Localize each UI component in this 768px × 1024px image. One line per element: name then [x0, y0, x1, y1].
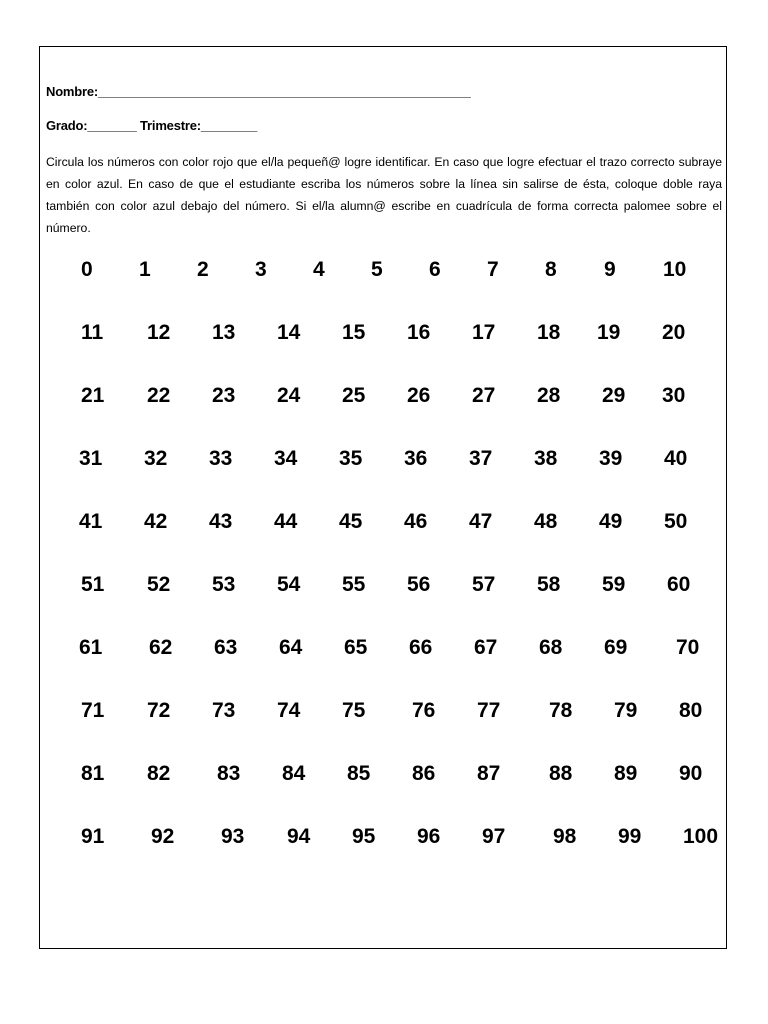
number-56: 56 — [407, 573, 431, 596]
instructions-text: Circula los números con color rojo que el/la pequeñ@ logre identificar. En caso que logre efectuar el trazo correcto subraye en color azul. En caso de que el estudiante escriba los números sobre la línea sin salirse de ésta, coloque doble raya también con color azul debajo del número. Si el/la alumn@ escribe en cuadrícula de forma correcta palomee sobre el número. — [46, 155, 722, 235]
number-26: 26 — [407, 384, 431, 407]
number-32: 32 — [144, 447, 168, 470]
number-66: 66 — [409, 636, 433, 659]
number-48: 48 — [534, 510, 558, 533]
number-54: 54 — [277, 573, 301, 596]
number-13: 13 — [212, 321, 236, 344]
number-24: 24 — [277, 384, 301, 407]
number-67: 67 — [474, 636, 498, 659]
number-35: 35 — [339, 447, 363, 470]
number-55: 55 — [342, 573, 366, 596]
number-34: 34 — [274, 447, 298, 470]
number-69: 69 — [604, 636, 628, 659]
number-23: 23 — [212, 384, 236, 407]
number-90: 90 — [679, 762, 703, 785]
number-36: 36 — [404, 447, 428, 470]
number-25: 25 — [342, 384, 366, 407]
number-68: 68 — [539, 636, 563, 659]
number-87: 87 — [477, 762, 501, 785]
number-60: 60 — [667, 573, 691, 596]
number-97: 97 — [482, 825, 506, 848]
number-65: 65 — [344, 636, 368, 659]
number-80: 80 — [679, 699, 703, 722]
number-11: 11 — [81, 321, 104, 344]
number-78: 78 — [549, 699, 573, 722]
number-16: 16 — [407, 321, 431, 344]
number-71: 71 — [81, 699, 105, 722]
number-18: 18 — [537, 321, 561, 344]
number-43: 43 — [209, 510, 233, 533]
number-19: 19 — [597, 321, 621, 344]
number-94: 94 — [287, 825, 311, 848]
number-1: 1 — [139, 258, 151, 281]
number-77: 77 — [477, 699, 501, 722]
number-9: 9 — [604, 258, 616, 281]
number-4: 4 — [313, 258, 325, 281]
number-31: 31 — [79, 447, 103, 470]
number-52: 52 — [147, 573, 171, 596]
number-73: 73 — [212, 699, 236, 722]
number-92: 92 — [151, 825, 175, 848]
number-20: 20 — [662, 321, 686, 344]
number-8: 8 — [545, 258, 557, 281]
number-2: 2 — [197, 258, 209, 281]
number-61: 61 — [79, 636, 103, 659]
number-38: 38 — [534, 447, 558, 470]
number-10: 10 — [663, 258, 687, 281]
number-57: 57 — [472, 573, 496, 596]
number-33: 33 — [209, 447, 233, 470]
number-28: 28 — [537, 384, 561, 407]
number-6: 6 — [429, 258, 441, 281]
number-93: 93 — [221, 825, 245, 848]
number-59: 59 — [602, 573, 626, 596]
grade-trimester-line: Grado:_______ Trimestre:________ — [46, 118, 258, 133]
number-37: 37 — [469, 447, 493, 470]
number-5: 5 — [371, 258, 383, 281]
number-12: 12 — [147, 321, 171, 344]
number-63: 63 — [214, 636, 238, 659]
number-88: 88 — [549, 762, 573, 785]
number-49: 49 — [599, 510, 623, 533]
number-51: 51 — [81, 573, 105, 596]
number-22: 22 — [147, 384, 171, 407]
number-89: 89 — [614, 762, 638, 785]
number-14: 14 — [277, 321, 301, 344]
number-15: 15 — [342, 321, 366, 344]
number-83: 83 — [217, 762, 241, 785]
number-21: 21 — [81, 384, 105, 407]
number-58: 58 — [537, 573, 561, 596]
number-40: 40 — [664, 447, 688, 470]
number-42: 42 — [144, 510, 168, 533]
number-27: 27 — [472, 384, 496, 407]
number-50: 50 — [664, 510, 688, 533]
number-47: 47 — [469, 510, 493, 533]
number-72: 72 — [147, 699, 171, 722]
number-86: 86 — [412, 762, 436, 785]
number-82: 82 — [147, 762, 171, 785]
number-76: 76 — [412, 699, 436, 722]
number-75: 75 — [342, 699, 366, 722]
number-85: 85 — [347, 762, 371, 785]
number-29: 29 — [602, 384, 626, 407]
number-70: 70 — [676, 636, 700, 659]
number-81: 81 — [81, 762, 105, 785]
number-79: 79 — [614, 699, 638, 722]
number-46: 46 — [404, 510, 428, 533]
number-41: 41 — [79, 510, 103, 533]
number-0: 0 — [81, 258, 93, 281]
number-30: 30 — [662, 384, 686, 407]
number-74: 74 — [277, 699, 301, 722]
number-53: 53 — [212, 573, 236, 596]
number-99: 99 — [618, 825, 642, 848]
number-39: 39 — [599, 447, 623, 470]
number-95: 95 — [352, 825, 376, 848]
number-45: 45 — [339, 510, 363, 533]
number-3: 3 — [255, 258, 267, 281]
number-98: 98 — [553, 825, 577, 848]
number-100: 100 — [683, 825, 719, 848]
number-84: 84 — [282, 762, 306, 785]
worksheet — [39, 46, 727, 949]
name-field-line: Nombre:_____________________________________________________ — [46, 84, 471, 99]
number-17: 17 — [472, 321, 496, 344]
number-62: 62 — [149, 636, 173, 659]
number-96: 96 — [417, 825, 441, 848]
number-64: 64 — [279, 636, 303, 659]
number-44: 44 — [274, 510, 298, 533]
number-7: 7 — [487, 258, 499, 281]
number-91: 91 — [81, 825, 105, 848]
